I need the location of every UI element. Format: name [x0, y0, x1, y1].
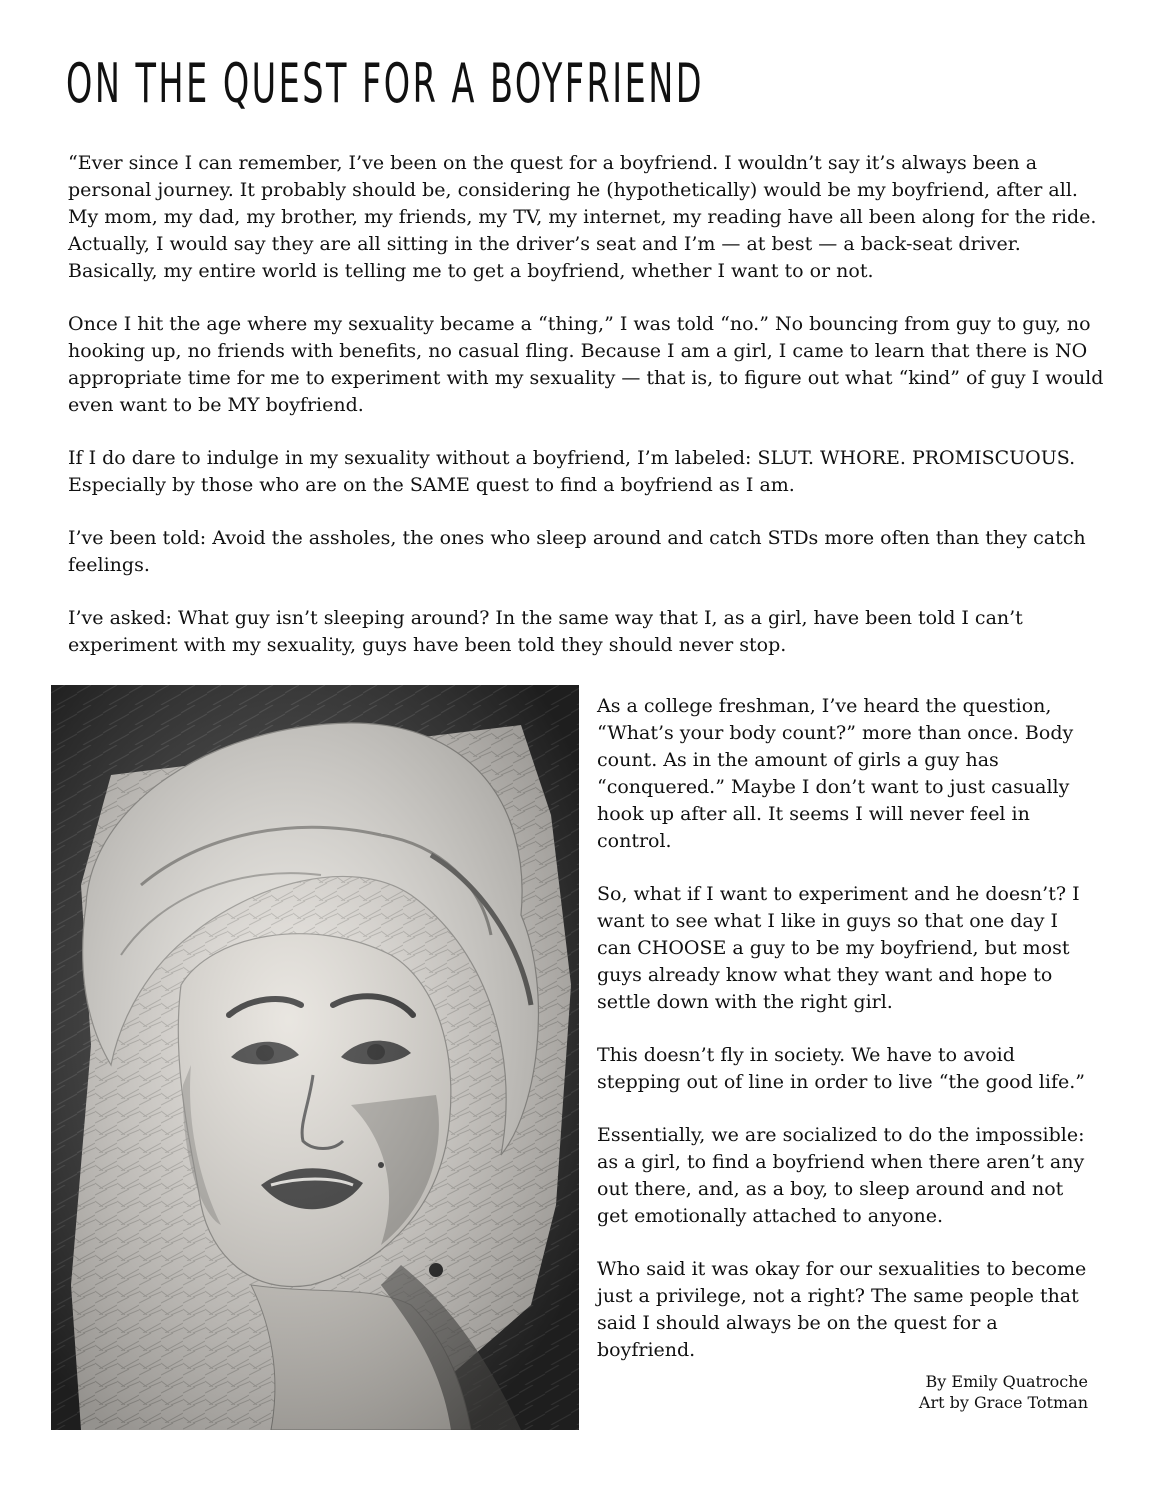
lead-paragraph-4: I’ve been told: Avoid the assholes, the ones who sleep around and catch STDs more often than they catch feelings.	[68, 527, 1086, 576]
byline: By Emily Quatroche	[925, 1372, 1088, 1391]
article-column	[597, 693, 1097, 1390]
article-credits	[919, 1371, 1088, 1413]
article-lead	[68, 150, 1104, 685]
portrait-artwork	[51, 685, 579, 1430]
lead-paragraph-2: Once I hit the age where my sexuality became a “thing,” I was told “no.” No bouncing from guy to guy, no hooking up, no friends with benefits, no casual fling. Because I am a girl, I came to learn that there is NO appropriate time for me to experiment with my sexuality — that is, to figure out what “kind” of guy I would even want to be MY boyfriend.	[68, 313, 1104, 416]
lead-paragraph-1: “Ever since I can remember, I’ve been on the quest for a boyfriend. I wouldn’t say it’s always been a personal journey. It probably should be, considering he (hypothetically) would be my boyfriend, after all. My mom, my dad, my brother, my friends, my TV, my internet, my reading have all been along for the ride. Actually, I would say they are all sitting in the driver’s seat and I’m — at best — a back-seat driver. Basically, my entire world is telling me to get a boyfriend, whether I want to or not.	[68, 152, 1097, 282]
artwork-lighting	[51, 685, 579, 1430]
lead-paragraph-5: I’ve asked: What guy isn’t sleeping around? In the same way that I, as a girl, have been told I can’t experiment with my sexuality, guys have been told they should never stop.	[68, 607, 1023, 656]
portrait-illustration	[51, 685, 579, 1430]
art-credit: Art by Grace Totman	[918, 1393, 1088, 1412]
column-paragraph-4: Essentially, we are socialized to do the impossible: as a girl, to find a boyfriend when there aren’t any out there, and, as a boy, to sleep around and not get emotionally attached to anyone.	[597, 1124, 1085, 1227]
column-paragraph-3: This doesn’t fly in society. We have to avoid stepping out of line in order to live “the good life.”	[597, 1044, 1085, 1093]
lead-paragraph-3: If I do dare to indulge in my sexuality without a boyfriend, I’m labeled: SLUT. WHORE. PROMISCUOUS. Especially by those who are on the SAME quest to find a boyfriend as I am.	[68, 447, 1076, 496]
article-title: ON THE QUEST FOR A BOYFRIEND	[66, 52, 705, 115]
column-paragraph-1: As a college freshman, I’ve heard the question, “What’s your body count?” more than once. Body count. As in the amount of girls a guy has “conquered.” Maybe I don’t want to just casually hook up after all. It seems I will never feel in control.	[597, 695, 1074, 852]
column-paragraph-2: So, what if I want to experiment and he doesn’t? I want to see what I like in guys so that one day I can CHOOSE a guy to be my boyfriend, but most guys already know what they want and hope to settle down with the right girl.	[597, 883, 1080, 1013]
column-paragraph-5: Who said it was okay for our sexualities to become just a privilege, not a right? The same people that said I should always be on the quest for a boyfriend.	[597, 1258, 1087, 1361]
